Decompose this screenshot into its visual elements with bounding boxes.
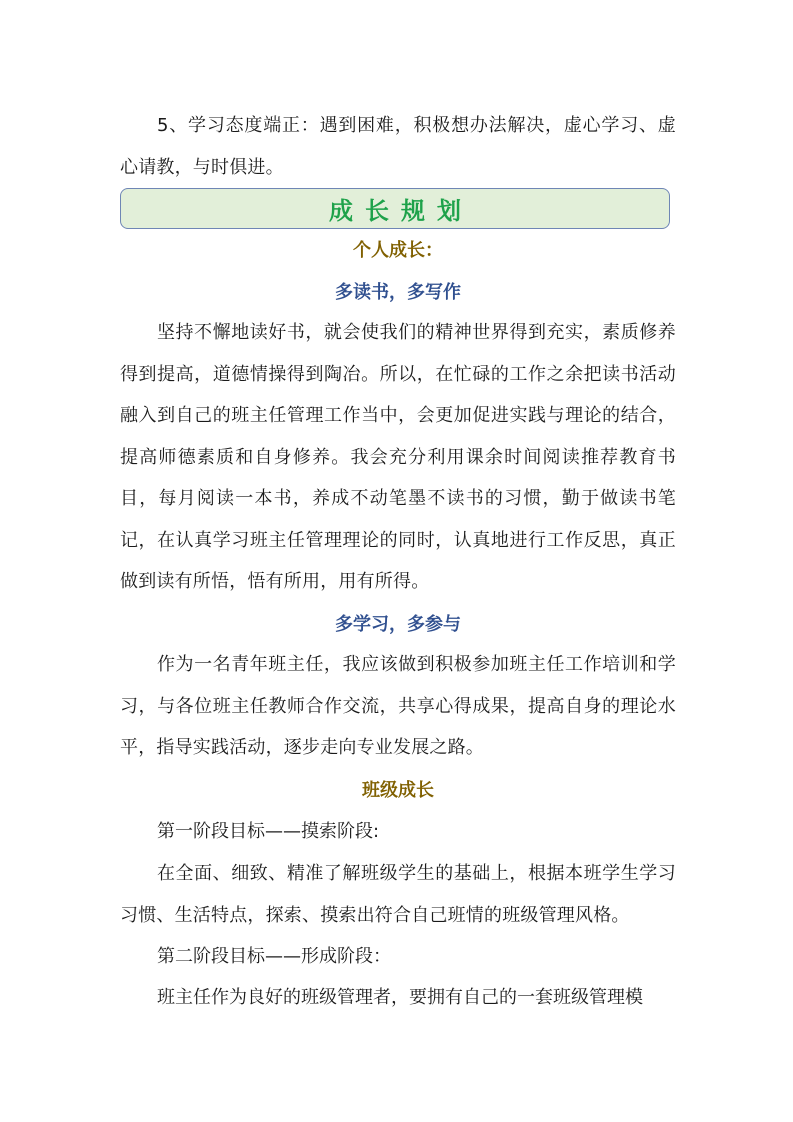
stage1-title: 第一阶段目标——摸索阶段: <box>157 821 380 842</box>
section-banner <box>120 188 670 229</box>
reading-writing-paragraph: 坚持不懈地读好书，就会使我们的精神世界得到充实，素质修养得到提高，道德情操得到陶冶。所以，在忙碌的工作之余把读书活动融入到自己的班主任管理工作当中，会更加促进实践与理论的结合，提高师德素质和自身修养。我会充分利用课余时间阅读推荐教育书目，每月阅读一本书，养成不动笔墨不读书的习惯，勤于做读书笔记，在认真学习班主任管理理论的同时，认真地进行工作反思，真正做到读有所悟，悟有所用，用有所得。 <box>120 322 676 592</box>
learning-participating-heading: 多学习，多参与 <box>335 614 461 635</box>
learning-participating-paragraph: 作为一名青年班主任，我应该做到积极参加班主任工作培训和学习，与各位班主任教师合作交流，共享心得成果，提高自身的理论水平，指导实践活动，逐步走向专业发展之路。 <box>120 654 676 758</box>
stage2-title: 第二阶段目标——形成阶段： <box>157 946 391 967</box>
banner-title: 成长规划 <box>329 197 473 225</box>
stage2-paragraph: 班主任作为良好的班级管理者，要拥有自己的一套班级管理模 <box>157 987 643 1008</box>
class-growth-heading: 班级成长 <box>362 780 434 801</box>
reading-writing-heading: 多读书，多写作 <box>335 282 461 303</box>
intro-paragraph: 5、学习态度端正：遇到困难，积极想办法解决，虚心学习、虚心请教，与时俱进。 <box>120 115 676 178</box>
personal-growth-heading: 个人成长： <box>353 240 443 261</box>
stage1-paragraph: 在全面、细致、精准了解班级学生的基础上，根据本班学生学习习惯、生活特点，探索、摸索出符合自己班情的班级管理风格。 <box>120 863 676 926</box>
